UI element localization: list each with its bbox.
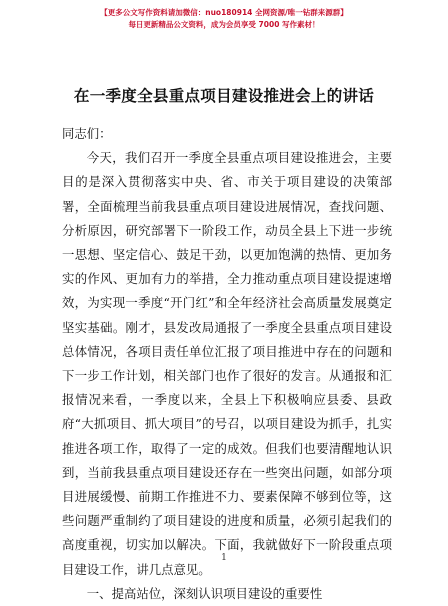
document-body xyxy=(62,122,392,606)
page-number: 1 xyxy=(221,553,227,563)
section-heading: 一、提高站位，深刻认识项目建设的重要性 xyxy=(86,585,323,601)
body-paragraph: 今天，我们召开一季度全县重点项目建设推进会，主要目的是深入贯彻落实中央、省、市关于项目建设的决策部署，全面梳理当前我县重点项目建设进展情况，查找问题、分析原因，研究部署下一阶段工作，动员全县上下进一步统一思想、坚定信心、鼓足干劲，以更加饱满的热情、更加务实的作风、更加有力的举措，全力推动重点项目建设提速增效，为实现一季度“开门红”和全年经济社会高质量发展奠定坚实基础。刚才，县发改局通报了一季度全县重点项目建设总体情况，各项目责任单位汇报了项目推进中存在的问题和下一步工作计划，相关部门也作了很好的发言。从通报和汇报情况来看，一季度以来，全县上下积极响应县委、县政府“大抓项目、抓大项目”的号召，以项目建设为抓手，扎实推进各项工作，取得了一定的成效。但我们也要清醒地认识到，当前我县重点项目建设还存在一些突出问题，如部分项目进展缓慢、前期工作推进不力、要素保障不够到位等，这些问题严重制约了项目建设的进度和质量，必须引起我们的高度重视，切实加以解决。下面，我就做好下一阶段重点项目建设工作，讲几点意见。 xyxy=(62,150,392,577)
promo-banner-line-1: 【更多公文写作资料请加微信：nuo180914 全网资源/唯一钻群来源群】 xyxy=(100,8,348,17)
promo-banner-line-2: 每日更新精品公文资料，成为会员享受 7000 写作素材！ xyxy=(128,20,320,29)
salutation: 同志们： xyxy=(62,126,112,141)
promo-banner xyxy=(0,6,448,31)
document-title: 在一季度全县重点项目建设推进会上的讲话 xyxy=(73,87,375,105)
